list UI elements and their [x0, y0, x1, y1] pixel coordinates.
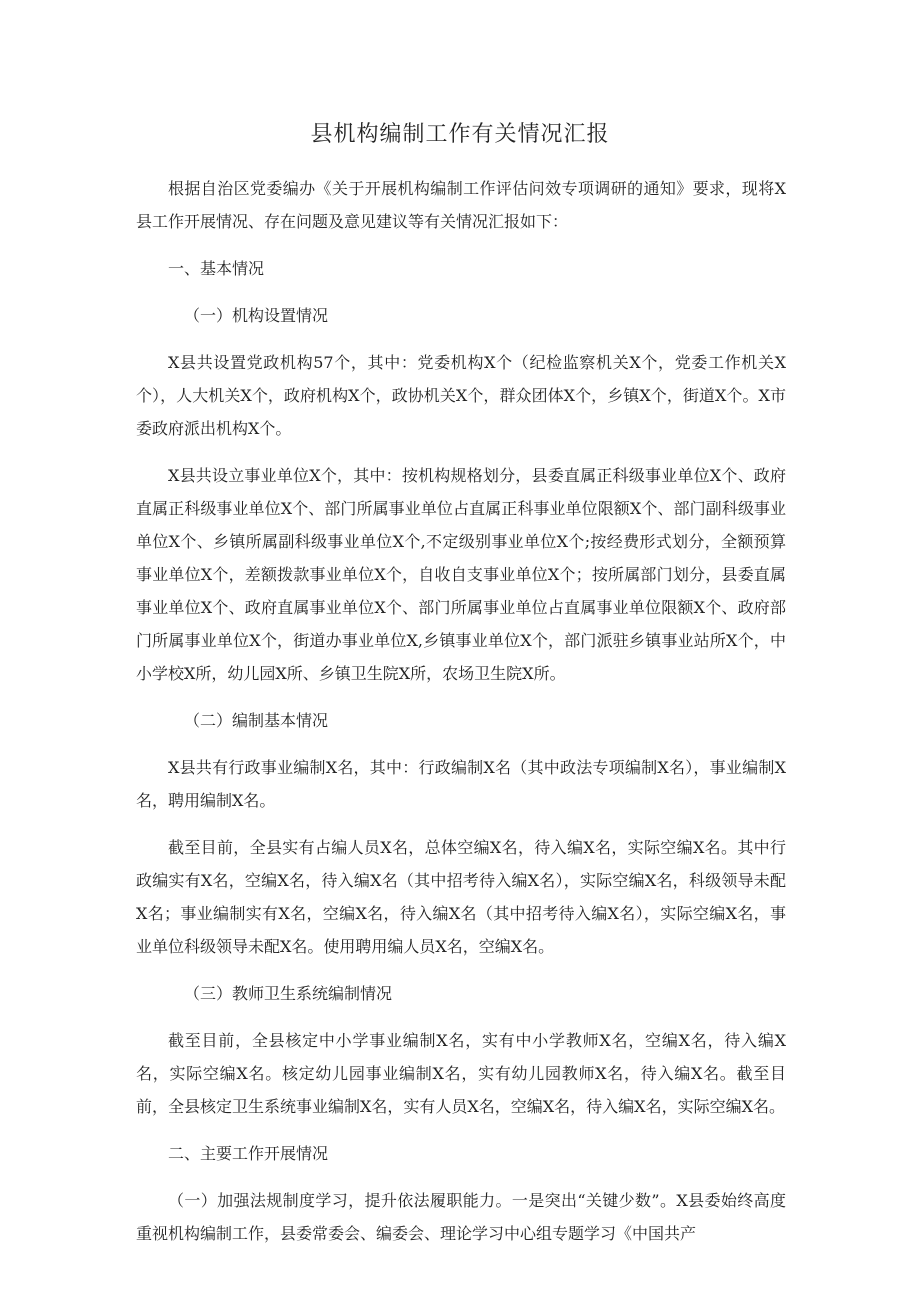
paragraph-staffing-total: X县共有行政事业编制X名，其中：行政编制X名（其中政法专项编制X名），事业编制X名，聘用编制X名。	[136, 758, 786, 810]
section-2-heading: 二、主要工作开展情况	[168, 1144, 329, 1163]
subsection-1-heading: （一）机构设置情况	[184, 306, 329, 325]
subsection-3-heading: （三）教师卫生系统编制情况	[184, 984, 393, 1003]
paragraph-staffing-status: 截至目前，全县实有占编人员X名，总体空编X名，待入编X名，实际空编X名。其中行政编实有X名，空编X名，待入编X名（其中招考待入编X名），实际空编X名，科级领导未配X名；事业编制实有X名，空编X名，待入编X名（其中招考待入编X名），实际空编X名，事业单位科级领导未配X名。使用聘用编人员X名，空编X名。	[136, 838, 786, 956]
section-1-heading: 一、基本情况	[168, 259, 265, 278]
paragraph-institution-setup: X县共设置党政机构57个，其中：党委机构X个（纪检监察机关X个，党委工作机关X个），人大机关X个，政府机构X个，政协机关X个，群众团体X个，乡镇X个，街道X个。X市委政府派出机构X个。	[136, 353, 786, 438]
paragraph-work-progress: （一）加强法规制度学习，提升依法履职能力。一是突出“关键少数”。X县委始终高度重视机构编制工作，县委常委会、编委会、理论学习中心组专题学习《中国共产	[136, 1191, 786, 1243]
intro-paragraph: 根据自治区党委编办《关于开展机构编制工作评估问效专项调研的通知》要求，现将X县工作开展情况、存在问题及意见建议等有关情况汇报如下：	[136, 179, 786, 231]
document-title: 县机构编制工作有关情况汇报	[310, 122, 610, 147]
paragraph-public-institutions: X县共设立事业单位X个，其中：按机构规格划分，县委直属正科级事业单位X个、政府直属正科级事业单位X个、部门所属事业单位占直属正科事业单位限额X个、部门副科级事业单位X个、乡镇所属副科级事业单位X个,不定级别事业单位X个;按经费形式划分，全额预算事业单位X个，差额拨款事业单位X个，自收自支事业单位X个；按所属部门划分，县委直属事业单位X个、政府直属事业单位X个、部门所属事业单位占直属事业单位限额X个、政府部门所属事业单位X个，街道办事业单位X,乡镇事业单位X个，部门派驻乡镇事业站所X个，中小学校X所，幼儿园X所、乡镇卫生院X所，农场卫生院X所。	[136, 466, 786, 683]
subsection-2-heading: （二）编制基本情况	[184, 711, 329, 730]
paragraph-teacher-health: 截至目前，全县核定中小学事业编制X名，实有中小学教师X名，空编X名，待入编X名，实际空编X名。核定幼儿园事业编制X名，实有幼儿园教师X名，待入编X名。截至目前，全县核定卫生系统事业编制X名，实有人员X名，空编X名，待入编X名，实际空编X名。	[136, 1031, 786, 1116]
document-body	[136, 172, 786, 1250]
